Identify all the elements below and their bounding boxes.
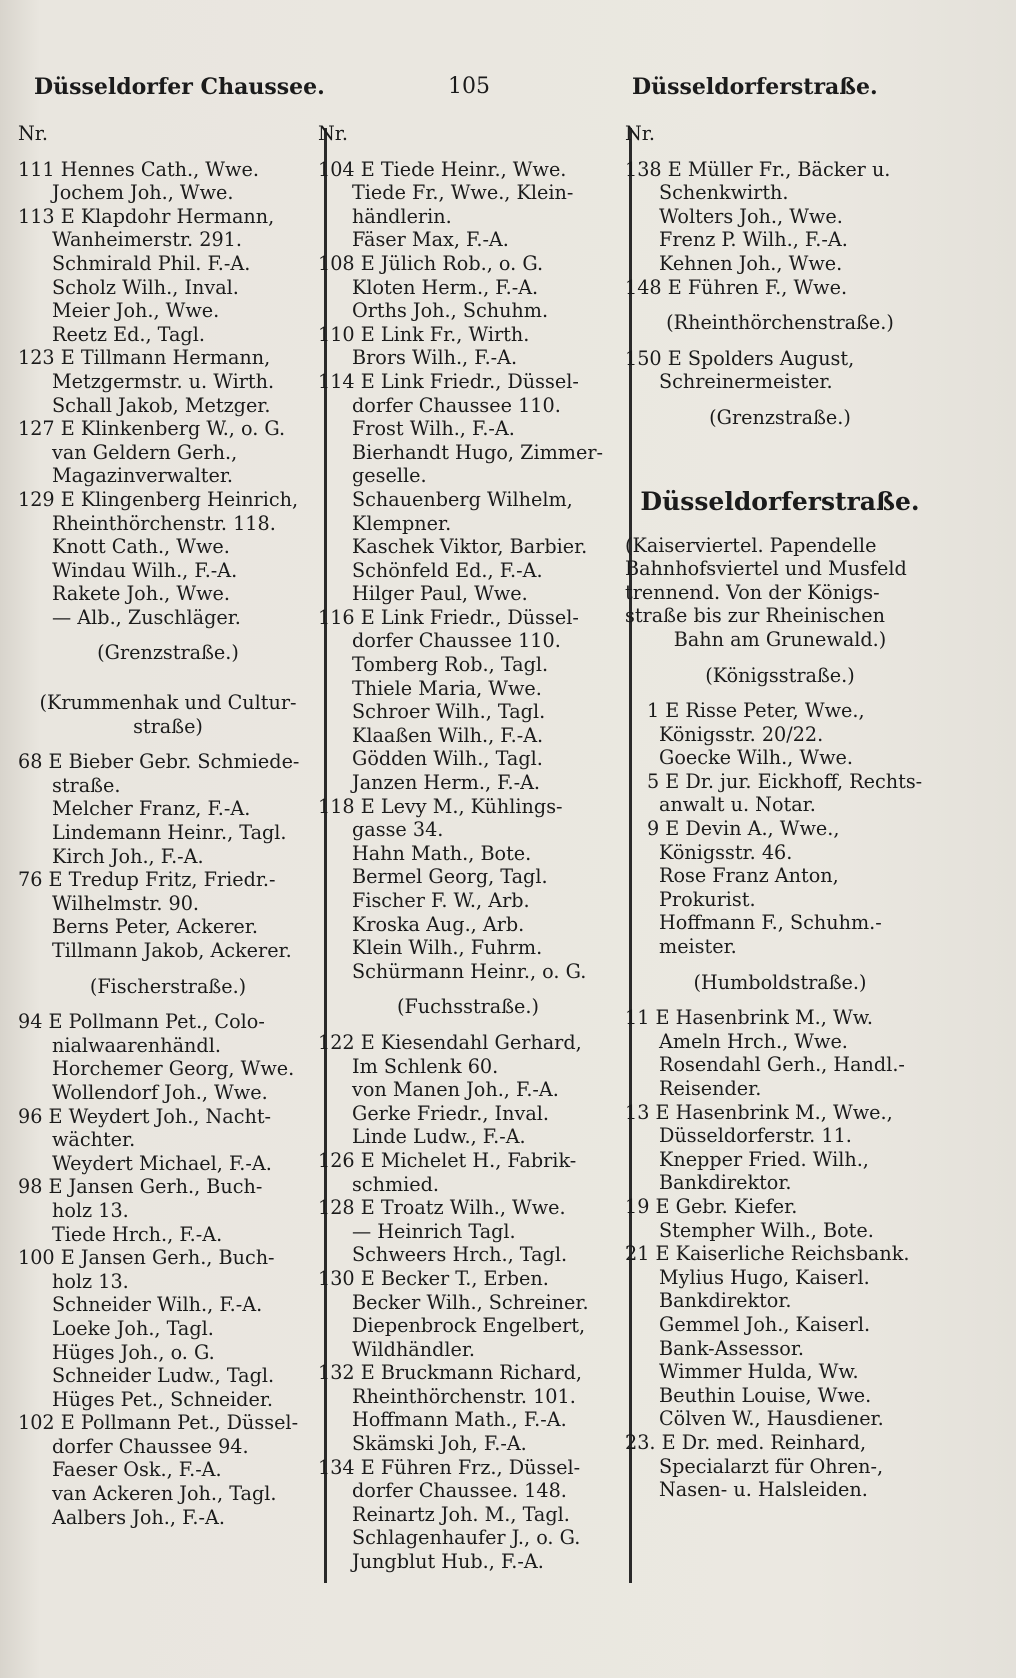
directory-line: Hilger Paul, Wwe. [352,582,528,606]
directory-line: 21 E Kaiserliche Reichsbank. [625,1242,910,1266]
directory-line: Stempher Wilh., Bote. [659,1218,874,1242]
spacer [18,629,318,641]
directory-line: Schall Jakob, Metzger. [52,393,271,417]
directory-line: meister. [659,935,737,959]
spacer [625,994,935,1006]
directory-line: 118 E Levy M., Kühlings- [318,794,563,818]
directory-line: Skämski Joh, F.-A. [352,1432,527,1456]
directory-line: Hahn Math., Bote. [352,841,532,865]
section-note: Bahn am Grunewald.) [673,627,887,651]
directory-line: 102 E Pollmann Pet., Düssel- [18,1411,299,1435]
directory-line: Reetz Ed., Tagl. [52,322,205,346]
directory-line: 100 E Jansen Gerh., Buch- [18,1246,275,1270]
directory-line: — Heinrich Tagl. [352,1219,516,1243]
directory-line: Bankdirektor. [659,1289,792,1313]
directory-line: Fischer F. W., Arb. [352,889,530,912]
directory-line: Wollendorf Joh., Wwe. [52,1080,268,1104]
directory-line: Tillmann Jakob, Ackerer. [52,939,292,962]
directory-line: Tiede Hrch., F.-A. [52,1222,223,1246]
spacer [625,299,935,311]
directory-line: Frenz P. Wilh., F.-A. [659,228,848,252]
directory-line: 148 E Führen F., Wwe. [625,275,848,299]
directory-line: Schreinermeister. [659,370,833,394]
directory-line: Kehnen Joh., Wwe. [659,251,843,275]
directory-line: Wolters Joh., Wwe. [659,204,843,228]
header-right-title: Düsseldorferstraße. [632,74,878,100]
directory-line: 116 E Link Friedr., Düssel- [318,605,579,629]
directory-line: Brors Wilh., F.-A. [352,346,518,370]
directory-line: dorfer Chaussee 110. [352,629,561,653]
directory-line: Hoffmann F., Schuhm.- [659,911,882,935]
directory-line: Klein Wilh., Fuhrm. [352,936,543,960]
directory-line: Frost Wilh., F.-A. [352,417,515,441]
directory-line: Schenkwirth. [659,181,789,205]
directory-line: Wilhelmstr. 90. [52,891,200,915]
directory-line: Thiele Maria, Wwe. [352,676,542,700]
directory-line: Rose Franz Anton, [659,864,839,888]
directory-line: Linde Ludw., F.-A. [352,1125,526,1149]
spacer [18,146,318,158]
spacer [625,430,935,456]
directory-line: straße bis zur Rheinischen [625,604,885,628]
directory-line: Reinartz Joh. M., Tagl. [352,1502,570,1526]
spacer [625,522,935,534]
section-note: (Grenzstraße.) [709,405,851,429]
directory-line: Bankdirektor. [659,1171,792,1195]
directory-line: 104 E Tiede Heinr., Wwe. [318,157,567,181]
directory-line: Scholz Wilh., Inval. [52,275,239,299]
directory-line: Schürmann Heinr., o. G. [352,959,587,983]
page-number: 105 [448,74,490,99]
directory-line: Diepenbrock Engelbert, [352,1314,586,1338]
directory-line: Bank-Assessor. [659,1336,804,1360]
directory-line: Orths Joh., Schuhm. [352,299,549,323]
directory-line: Loeke Joh., Tagl. [52,1316,214,1340]
directory-line: Melcher Franz, F.-A. [52,797,251,821]
directory-line: Rheinthörchenstr. 101. [352,1384,576,1408]
column-heading: Nr. [18,122,48,145]
directory-line: Lindemann Heinr., Tagl. [52,821,287,845]
directory-line: holz 13. [52,1269,129,1293]
directory-line: 150 E Spolders August, [625,346,855,370]
directory-line: Schroer Wilh., Tagl. [352,700,546,724]
spacer [18,665,318,691]
section-note: (Rheinthörchenstraße.) [666,311,894,335]
directory-line: händlerin. [352,204,452,228]
directory-line: Klempner. [352,511,452,535]
section-note: (Fuchsstraße.) [396,995,540,1019]
directory-line: Knott Cath., Wwe. [52,535,230,559]
directory-line: Schauenberg Wilhelm, [352,487,573,511]
directory-line: Schmirald Phil. F.-A. [52,251,251,275]
directory-line: 138 E Müller Fr., Bäcker u. [625,157,891,181]
directory-line: 111 Hennes Cath., Wwe. [18,157,259,181]
directory-line: von Manen Joh., F.-A. [352,1078,559,1102]
directory-line: Schneider Ludw., Tagl. [52,1364,275,1388]
directory-line: geselle. [352,464,427,488]
column-heading: Nr. [318,122,348,145]
directory-line: Gemmel Joh., Kaiserl. [659,1312,871,1336]
directory-line: Kroska Aug., Arb. [352,912,525,936]
directory-line: Wanheimerstr. 291. [52,228,242,252]
directory-line: Gerke Friedr., Inval. [352,1101,550,1125]
directory-line: Knepper Fried. Wilh., [659,1147,869,1171]
directory-line: 126 E Michelet H., Fabrik- [318,1148,577,1172]
spacer [625,335,935,347]
directory-line: Im Schlenk 60. [352,1054,499,1078]
directory-line: Beuthin Louise, Wwe. [659,1383,872,1407]
directory-line: Jungblut Hub., F.-A. [352,1550,544,1574]
spacer [18,738,318,750]
directory-line: Windau Wilh., F.-A. [52,558,238,582]
spacer [625,959,935,971]
directory-line: 23. E Dr. med. Reinhard, [625,1430,867,1454]
directory-line: Bahnhofsviertel und Musfeld [625,557,907,581]
spacer [625,146,935,158]
section-note: (Humboldstraße.) [693,970,867,994]
directory-line: Weydert Michael, F.-A. [52,1151,272,1175]
page-header [20,74,878,110]
directory-line: Gödden Wilh., Tagl. [352,747,543,771]
directory-line: van Geldern Gerh., [52,440,238,464]
column-1 [18,122,318,1529]
directory-line: Hüges Joh., o. G. [52,1340,215,1364]
directory-line: (Kaiserviertel. Papendelle [625,533,877,557]
directory-line: 132 E Bruckmann Richard, [318,1361,582,1385]
directory-line: 76 E Tredup Fritz, Friedr.- [18,868,276,892]
section-note: straße) [133,714,203,738]
directory-line: trennend. Von der Königs- [625,580,880,604]
section-note: (Fischerstraße.) [89,974,247,998]
directory-line: Becker Wilh., Schreiner. [352,1290,589,1314]
directory-line: Schönfeld Ed., F.-A. [352,558,543,582]
section-note: (Königsstraße.) [705,663,855,687]
directory-line: Bierhandt Hugo, Zimmer- [352,440,604,464]
directory-line: Aalbers Joh., F.-A. [52,1505,225,1529]
directory-line: Tiede Fr., Wwe., Klein- [352,181,574,205]
directory-line: 123 E Tillmann Hermann, [18,346,271,370]
directory-line: Ameln Hrch., Wwe. [659,1029,848,1053]
directory-line: 5 E Dr. jur. Eickhoff, Rechts- [647,769,923,793]
directory-line: Nasen- u. Halsleiden. [659,1478,868,1502]
directory-line: — Alb., Zuschläger. [52,605,241,629]
spacer [625,394,935,406]
directory-line: dorfer Chaussee. 148. [352,1479,567,1503]
directory-line: Cölven W., Hausdiener. [659,1407,884,1431]
directory-line: 96 E Weydert Joh., Nacht- [18,1104,272,1128]
directory-line: Bermel Georg, Tagl. [352,865,548,889]
directory-line: Königsstr. 46. [659,840,793,864]
spacer [625,456,935,482]
directory-line: 128 E Troatz Wilh., Wwe. [318,1196,566,1220]
header-left-title: Düsseldorfer Chaussee. [34,74,325,100]
directory-line: anwalt u. Notar. [659,793,816,817]
directory-line: Prokurist. [659,887,756,911]
directory-line: nialwaarenhändl. [52,1033,221,1057]
spacer [625,687,935,699]
column-3 [625,122,935,1502]
directory-line: Hoffmann Math., F.-A. [352,1408,567,1432]
directory-line: Janzen Herm., F.-A. [352,771,541,795]
spacer [18,998,318,1010]
directory-line: Horchemer Georg, Wwe. [52,1057,295,1081]
directory-line: Kirch Joh., F.-A. [52,844,204,868]
directory-line: Rosendahl Gerh., Handl.- [659,1053,905,1077]
directory-line: Wildhändler. [352,1337,476,1361]
section-note: (Krummenhak und Cultur- [39,691,297,715]
directory-line: dorfer Chaussee 94. [52,1434,249,1458]
directory-line: Goecke Wilh., Wwe. [659,746,853,770]
directory-line: van Ackeren Joh., Tagl. [52,1482,277,1506]
directory-line: 134 E Führen Frz., Düssel- [318,1455,581,1479]
directory-line: schmied. [352,1172,440,1196]
directory-line: Meier Joh., Wwe. [52,299,220,323]
directory-line: Metzgermstr. u. Wirth. [52,369,275,393]
directory-line: Hüges Pet., Schneider. [52,1387,273,1411]
directory-line: 122 E Kiesendahl Gerhard, [318,1030,582,1054]
column-2 [318,122,618,1574]
directory-line: 108 E Jülich Rob., o. G. [318,251,544,275]
directory-line: Reisender. [659,1077,762,1100]
directory-line: Specialarzt für Ohren-, [659,1454,884,1478]
directory-line: Schlagenhaufer J., o. G. [352,1526,581,1550]
directory-line: Kloten Herm., F.-A. [352,275,539,299]
directory-line: Jochem Joh., Wwe. [52,181,234,205]
spacer [625,652,935,664]
directory-line: 94 E Pollmann Pet., Colo- [18,1010,265,1034]
directory-line: holz 13. [52,1198,129,1222]
spacer [318,1019,618,1031]
directory-line: 68 E Bieber Gebr. Schmiede- [18,750,300,774]
directory-line: 129 E Klingenberg Heinrich, [18,487,299,511]
directory-line: Berns Peter, Ackerer. [52,915,258,939]
directory-line: Faeser Osk., F.-A. [52,1458,222,1482]
section-note: (Grenzstraße.) [97,641,239,665]
directory-line: 9 E Devin A., Wwe., [647,817,840,841]
directory-line: straße. [52,773,121,797]
directory-line: Rakete Joh., Wwe. [52,582,230,606]
directory-line: dorfer Chaussee 110. [352,393,561,417]
directory-line: 98 E Jansen Gerh., Buch- [18,1175,263,1199]
directory-line: Mylius Hugo, Kaiserl. [659,1265,870,1289]
directory-line: Wimmer Hulda, Ww. [659,1360,859,1384]
spacer [318,146,618,158]
directory-line: Kaschek Viktor, Barbier. [352,535,588,559]
directory-line: Rheinthörchenstr. 118. [52,511,276,535]
directory-line: Königsstr. 20/22. [659,722,824,746]
column-heading: Nr. [625,122,655,145]
directory-line: wächter. [52,1128,136,1152]
directory-line: Schweers Hrch., Tagl. [352,1243,568,1267]
directory-line: 13 E Hasenbrink M., Wwe., [625,1100,893,1124]
street-title: Düsseldorferstraße. [640,486,920,516]
directory-line: Schneider Wilh., F.-A. [52,1293,263,1317]
directory-line: 110 E Link Fr., Wirth. [318,322,530,346]
directory-line: 113 E Klapdohr Hermann, [18,204,275,228]
directory-line: Fäser Max, F.-A. [352,228,509,252]
directory-line: Magazinverwalter. [52,464,234,488]
spacer [18,963,318,975]
directory-line: Klaaßen Wilh., F.-A. [352,723,544,747]
directory-line: 11 E Hasenbrink M., Ww. [625,1006,873,1030]
directory-line: 130 E Becker T., Erben. [318,1266,549,1290]
directory-line: 19 E Gebr. Kiefer. [625,1194,798,1218]
directory-line: 127 E Klinkenberg W., o. G. [18,417,286,441]
spacer [318,983,618,995]
directory-line: 1 E Risse Peter, Wwe., [647,699,865,723]
directory-line: gasse 34. [352,818,444,842]
directory-line: 114 E Link Friedr., Düssel- [318,369,579,393]
directory-line: Tomberg Rob., Tagl. [352,653,549,677]
directory-line: Düsseldorferstr. 11. [659,1124,852,1148]
